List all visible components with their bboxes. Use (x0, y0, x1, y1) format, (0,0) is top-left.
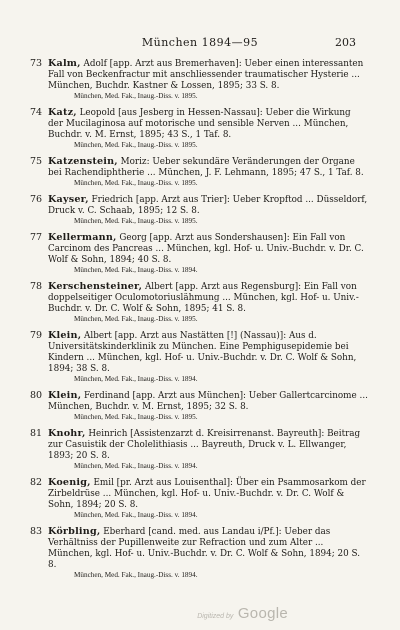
author-name: Klein, (48, 330, 82, 341)
catalog-entry (30, 232, 368, 275)
page-header (0, 36, 400, 52)
author-name: Klein, (48, 390, 82, 401)
catalog-entry (30, 194, 368, 226)
entry-body (48, 281, 368, 324)
entry-number: 81 (30, 428, 43, 439)
entry-text: Georg [app. Arzt aus Sondershausen]: Ein Fall von Carcinom des Pancreas ... München, kgl. Hof- u. Univ.-Buchdr. v. Dr. C. Wolf & Sohn, 1894; 40 S. 8. (48, 233, 364, 265)
entry-number: 75 (30, 156, 43, 167)
catalog-entry (30, 58, 368, 101)
entry-text: Heinrich [Assistenzarzt d. Kreisirrenanst. Bayreuth]: Beitrag zur Casuistik der Cholelithiasis ... Bayreuth, Druck v. L. Ellwanger, 1893; 20 S. 8. (48, 429, 361, 461)
entry-text: Ferdinand [app. Arzt aus München]: Ueber Gallertcarcinome ... München, Buchdr. v. M. Ernst, 1895; 32 S. 8. (48, 391, 368, 412)
entry-number: 79 (30, 330, 43, 341)
catalog-entry (30, 526, 368, 580)
catalog-entry (30, 156, 368, 188)
dissertation-note: München, Med. Fak., Inaug.-Diss. v. 1894. (74, 571, 198, 579)
entry-body (48, 428, 368, 471)
entry-text: Moriz: Ueber sekundäre Veränderungen der Organe bei Rachendiphtherie ... München, J. F. Lehmann, 1895; 47 S., 1 Taf. 8. (48, 157, 364, 178)
catalog-entry (30, 107, 368, 150)
author-name: Knohr, (48, 428, 86, 439)
entry-number: 78 (30, 281, 43, 292)
entry-text: Friedrich [app. Arzt aus Trier]: Ueber Kropftod ... Düsseldorf, Druck v. C. Schaab, 1895; 12 S. 8. (48, 195, 368, 216)
entry-number: 77 (30, 232, 43, 243)
author-name: Katzenstein, (48, 156, 118, 167)
entry-number: 83 (30, 526, 43, 537)
entry-body (48, 390, 368, 422)
entry-text: Albert [app. Arzt aus Regensburg]: Ein Fall von doppelseitiger Oculomotoriuslähmung ... München, kgl. Hof- u. Univ.-Buchdr. v. Dr. C. Wolf & Sohn, 1895; 41 S. 8. (48, 282, 359, 314)
watermark-prefix: Digitized by (197, 613, 234, 620)
entry-number: 74 (30, 107, 43, 118)
entry-text: Adolf [app. Arzt aus Bremerhaven]: Ueber einen interessanten Fall von Beckenfractur mit anschliessender traumatischer Hysterie ... München, Buchdr. Kastner & Lossen, 1895; 33 S. 8. (48, 59, 364, 91)
google-logo: Google (237, 605, 288, 622)
entry-body (48, 194, 368, 226)
catalog-entry (30, 330, 368, 384)
author-name: Körbling, (48, 526, 101, 537)
entry-text: Albert [app. Arzt aus Nastätten [!] (Nassau)]: Aus d. Universitätskinderklinik zu München. Eine Pemphigusepidemie bei Kindern ... München, kgl. Hof- u. Univ.-Buchdr. v. Dr. C. Wolf & Sohn, 1894; 38 S. 8. (48, 331, 357, 374)
author-name: Koenig, (48, 477, 91, 488)
dissertation-note: München, Med. Fak., Inaug.-Diss. v. 1895. (74, 92, 198, 100)
entry-number: 80 (30, 390, 43, 401)
running-title: München 1894—95 (141, 36, 259, 49)
catalog-entry (30, 390, 368, 422)
entry-number: 76 (30, 194, 43, 205)
entry-body (48, 107, 368, 150)
entry-body (48, 156, 368, 188)
dissertation-note: München, Med. Fak., Inaug.-Diss. v. 1894. (74, 462, 198, 470)
author-name: Katz, (48, 107, 77, 118)
entry-body (48, 526, 368, 580)
dissertation-note: München, Med. Fak., Inaug.-Diss. v. 1895. (74, 141, 198, 149)
catalog-entry (30, 477, 368, 520)
entry-text: Emil [pr. Arzt aus Louisenthal]: Über ein Psammosarkom der Zirbeldrüse ... München, kgl. Hof- u. Univ.-Buchdr. v. Dr. C. Wolf & Sohn, 1894; 20 S. 8. (48, 478, 366, 510)
page-number: 203 (335, 36, 356, 49)
dissertation-note: München, Med. Fak., Inaug.-Diss. v. 1894. (74, 266, 198, 274)
dissertation-note: München, Med. Fak., Inaug.-Diss. v. 1894. (74, 375, 198, 383)
author-name: Kalm, (48, 58, 81, 69)
dissertation-note: München, Med. Fak., Inaug.-Diss. v. 1895. (74, 217, 198, 225)
entry-list (30, 58, 368, 586)
catalog-entry (30, 428, 368, 471)
author-name: Kayser, (48, 194, 89, 205)
entry-text: Leopold [aus Jesberg in Hessen-Nassau]: Ueber die Wirkung der Mucilaginosa auf motorische und sensible Nerven ... München, Buchdr. v. M. Ernst, 1895; 43 S., 1 Taf. 8. (48, 108, 351, 140)
entry-body (48, 232, 368, 275)
entry-body (48, 477, 368, 520)
digitized-watermark (197, 605, 288, 623)
catalog-entry (30, 281, 368, 324)
entry-text: Eberhard [cand. med. aus Landau i/Pf.]: Ueber das Verhältniss der Pupillenweite zur Refraction und zum Alter ... München, kgl. Hof- u. Univ.-Buchdr. v. Dr. C. Wolf & Sohn, 1894; 20 S. 8. (48, 527, 361, 570)
entry-body (48, 58, 368, 101)
entry-body (48, 330, 368, 384)
dissertation-note: München, Med. Fak., Inaug.-Diss. v. 1894. (74, 511, 198, 519)
author-name: Kellermann, (48, 232, 117, 243)
dissertation-note: München, Med. Fak., Inaug.-Diss. v. 1895. (74, 315, 198, 323)
entry-number: 73 (30, 58, 43, 69)
entry-number: 82 (30, 477, 43, 488)
author-name: Kerschensteiner, (48, 281, 143, 292)
dissertation-note: München, Med. Fak., Inaug.-Diss. v. 1895. (74, 413, 198, 421)
dissertation-note: München, Med. Fak., Inaug.-Diss. v. 1895. (74, 179, 198, 187)
